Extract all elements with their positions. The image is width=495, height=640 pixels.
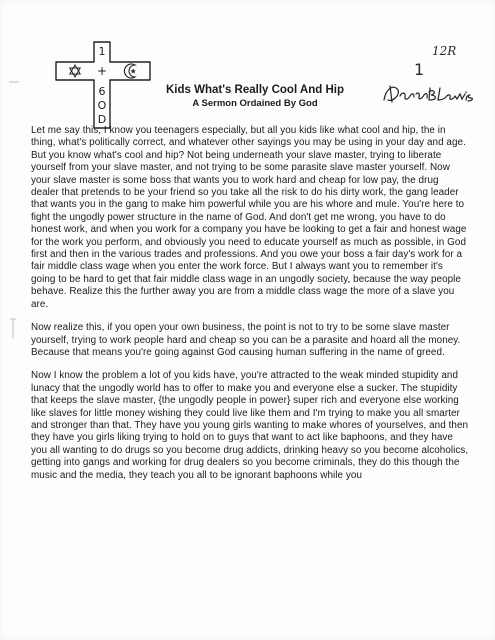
cross-logo [48, 40, 158, 130]
handwritten-signature [380, 78, 480, 108]
page-number: 1 [414, 60, 425, 79]
page-code: 12R [432, 44, 457, 58]
margin-tick-mark [9, 70, 19, 72]
logo-letter-g: 6 [98, 85, 106, 98]
sermon-subtitle: A Sermon Ordained By God [192, 98, 318, 109]
cross-logo-drawing [48, 40, 158, 130]
margin-cursor-mark [8, 318, 18, 340]
paragraph-3: Now I know the problem a lot of you kids have, you're attracted to the weak minded stupidity and lunacy that the ungodly world has to offer to make you and everyone else a sucker. The stupidity that keeps the slave master, {the ungodly people in power} super rich and everyone else working like slaves for little money wishing they could live like them and I'm trying to make you all smarter and stronger than that. They have you young girls wanting to make whores of yourselves, and then they have you girls liking trying to hold on to guys that want to act like baphoons, and they have you all wanting to do drugs so you become drug addicts, drinking heavy so you become alcoholics, getting into gangs and working for drug dealers so you become criminals, they do this though the music and the media, they teach you all to be ignorant baphoons while you [31, 370, 469, 481]
star-of-david-icon [70, 65, 80, 77]
paragraph-1: Let me say this, I know you teenagers especially, but all you kids like what cool and hip, the in thing, what's politically correct, and whatever other sayings you may be using in your day and age. But you know what's cool and hip? Not being underneath your slave master, trying to liberate yourself from your slave master, and not trying to be some parasite slave master yourself. Now your slave master is some boss that wants you to work hard and cheap for low pay, the drug dealer that pretends to be your friend so you take all the risk to do his dirty work, the gang leader that wants you in the gang to make him powerful while you are his whore and mule. You're here to fight the ungodly power structure in the name of God. And don't get me wrong, you have to do honest work, and when you work for a company you have be looking to get a fair and honest wage for the work you perform, and obviously you need to educate yourself as much as possible, in God first and then in the various trades and professions. And you owe your boss a fair day's work for a fair middle class wage when you enter the work force. But I always want you to remember it's going to be hard to get that fair middle class wage in an ungodly society, because the way people behave. Realize this the further away you are from a middle class wage the more of a slave you are. [31, 125, 467, 310]
crescent-star-icon [124, 64, 136, 78]
logo-letter-d: D [97, 113, 107, 126]
paragraph-2: Now realize this, if you open your own business, the point is not to try to be some slave master yourself, trying to work people hard and cheap so you can be a parasite and hoard all the money. Because that means you're going against God causing human suffering in the name of greed. [31, 322, 461, 358]
sermon-body [31, 125, 469, 493]
sermon-title: Kids What's Really Cool And Hip [165, 84, 344, 96]
logo-top-number: 1 [98, 45, 106, 58]
sermon-header [150, 84, 360, 109]
logo-plus-glyph: + [96, 64, 108, 78]
logo-letter-o: O [97, 99, 107, 112]
